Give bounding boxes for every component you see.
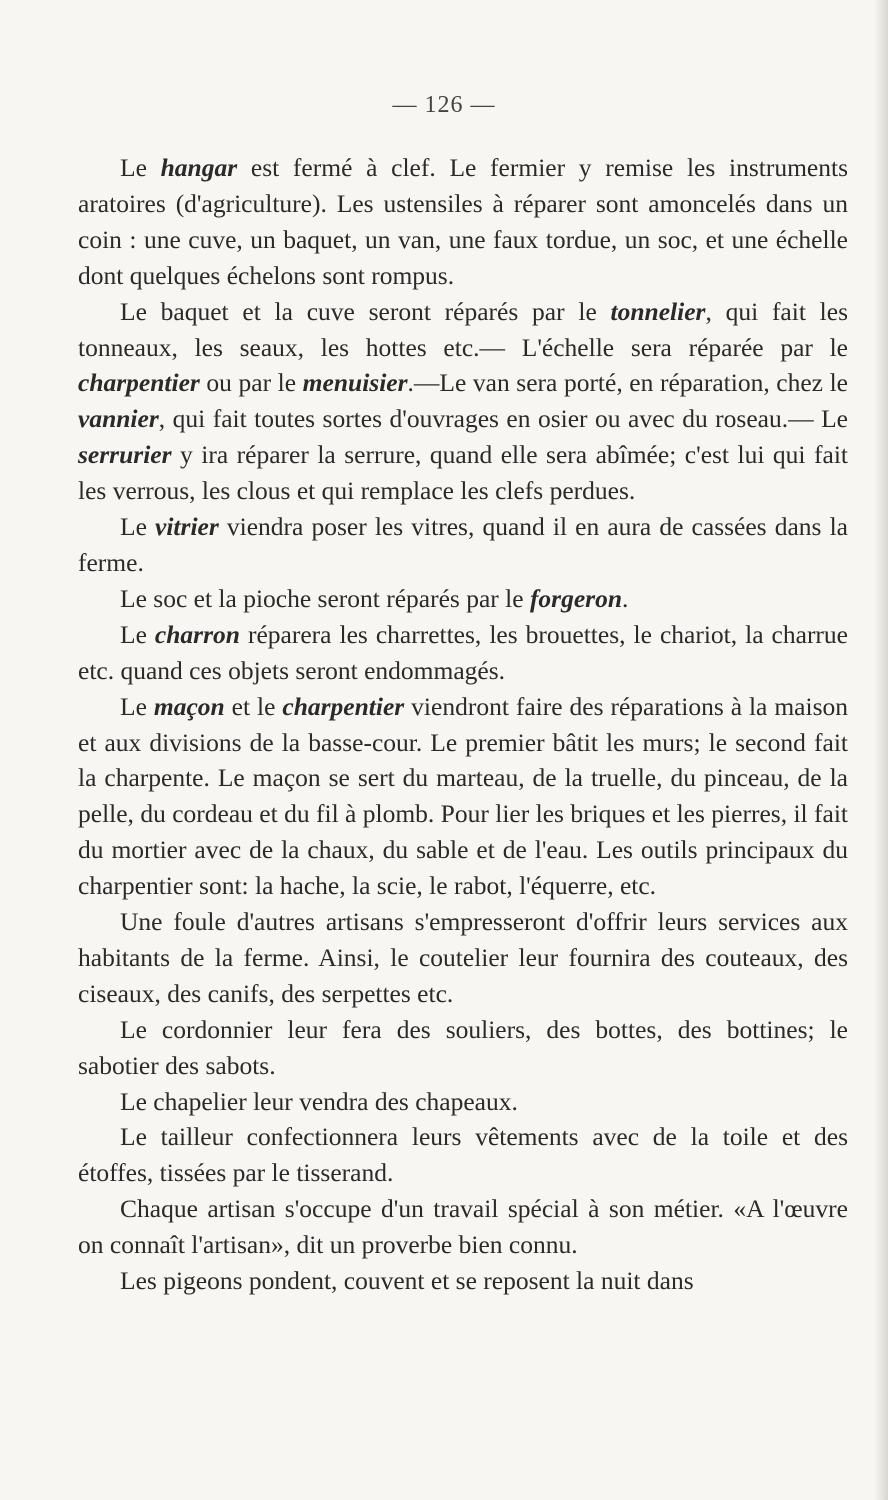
paragraph bbox=[78, 689, 848, 904]
trade-term: vannier bbox=[78, 404, 159, 434]
text-run: Le bbox=[120, 512, 156, 542]
text-run: , qui fait toutes sortes d'ouvrages en osier ou avec du roseau.— Le bbox=[158, 404, 848, 434]
text-run: est fermé à clef. Le fermier y remise les instruments aratoires (d'agriculture). Les ustensiles à réparer sont amoncelés dans un coin : une cuve, un baquet, un van, une faux tordue, un soc, et une échelle dont quelques échelons sont rompus. bbox=[78, 153, 849, 290]
trade-term: serrurier bbox=[78, 440, 172, 470]
paragraph bbox=[78, 617, 848, 689]
page-edge-shadow bbox=[874, 0, 888, 1500]
text-run: Les pigeons pondent, couvent et se reposent la nuit dans bbox=[120, 1266, 694, 1296]
page-body bbox=[78, 150, 848, 1299]
trade-term: charpentier bbox=[282, 691, 405, 721]
paragraph bbox=[78, 1119, 848, 1191]
paragraph bbox=[78, 904, 848, 1012]
text-run: Le bbox=[120, 691, 154, 721]
paragraph bbox=[78, 294, 848, 509]
trade-term: charron bbox=[154, 619, 240, 649]
paragraph bbox=[78, 1084, 848, 1120]
text-run: réparera les charrettes, les brouettes, le chariot, la charrue etc. quand ces objets seront endommagés. bbox=[78, 619, 848, 685]
paragraph bbox=[78, 1012, 848, 1084]
page-number: — 126 — bbox=[392, 92, 496, 118]
text-run: viendra poser les vitres, quand il en aura de cassées dans la ferme. bbox=[78, 512, 848, 577]
paragraph bbox=[78, 581, 848, 617]
trade-term: maçon bbox=[153, 691, 225, 721]
trade-term: menuisier bbox=[302, 368, 408, 398]
text-run: y ira réparer la serrure, quand elle sera abîmée; c'est lui qui fait les verrous, les clous et qui remplace les clefs perdues. bbox=[78, 440, 848, 506]
text-run: Le tailleur confectionnera leurs vêtements avec de la toile et des étoffes, tissées par le tisserand. bbox=[78, 1122, 848, 1188]
paragraph bbox=[78, 509, 848, 581]
trade-term: forgeron bbox=[529, 583, 623, 613]
text-run: viendront faire des réparations à la maison et aux divisions de la basse-cour. Le premier bâtit les murs; le second fait la charpente. Le maçon se sert du marteau, de la truelle, du pinceau, de la pelle, du cordeau et du fil à plomb. Pour lier les briques et les pierres, il fait du mortier avec de la chaux, du sable et de l'eau. Les outils principaux du charpentier sont: la hache, la scie, le rabot, l'équerre, etc. bbox=[78, 691, 848, 901]
paragraph bbox=[78, 1191, 848, 1263]
text-run: ou par le bbox=[199, 368, 303, 398]
text-run: Le baquet et la cuve seront réparés par le bbox=[120, 296, 611, 326]
text-run: .—Le van sera porté, en réparation, chez le bbox=[407, 368, 848, 398]
text-run: Une foule d'autres artisans s'empresseront d'offrir leurs services aux habitants de la ferme. Ainsi, le coutelier leur fournira des couteaux, des ciseaux, des canifs, des serpettes etc. bbox=[78, 907, 848, 1008]
text-run: Le bbox=[120, 619, 155, 649]
trade-term: charpentier bbox=[78, 368, 200, 398]
text-run: et le bbox=[224, 691, 283, 721]
text-run: , qui fait les tonneaux, les seaux, les hottes etc.— L'échelle sera réparée par le bbox=[78, 296, 849, 362]
trade-term: vitrier bbox=[155, 512, 219, 542]
text-run: Le bbox=[120, 153, 161, 182]
paragraph bbox=[78, 150, 848, 294]
text-run: Chaque artisan s'occupe d'un travail spécial à son métier. «A l'œuvre on connaît l'artisan», dit un proverbe bien connu. bbox=[78, 1194, 848, 1260]
trade-term: tonnelier bbox=[610, 296, 706, 326]
text-run: . bbox=[622, 583, 629, 613]
paragraph bbox=[78, 1263, 848, 1299]
text-run: Le cordonnier leur fera des souliers, des bottes, des bottines; le sabotier des sabots. bbox=[78, 1014, 848, 1080]
trade-term: hangar bbox=[160, 153, 238, 182]
text-run: Le soc et la pioche seront réparés par le bbox=[120, 583, 530, 613]
text-run: Le chapelier leur vendra des chapeaux. bbox=[120, 1086, 518, 1116]
